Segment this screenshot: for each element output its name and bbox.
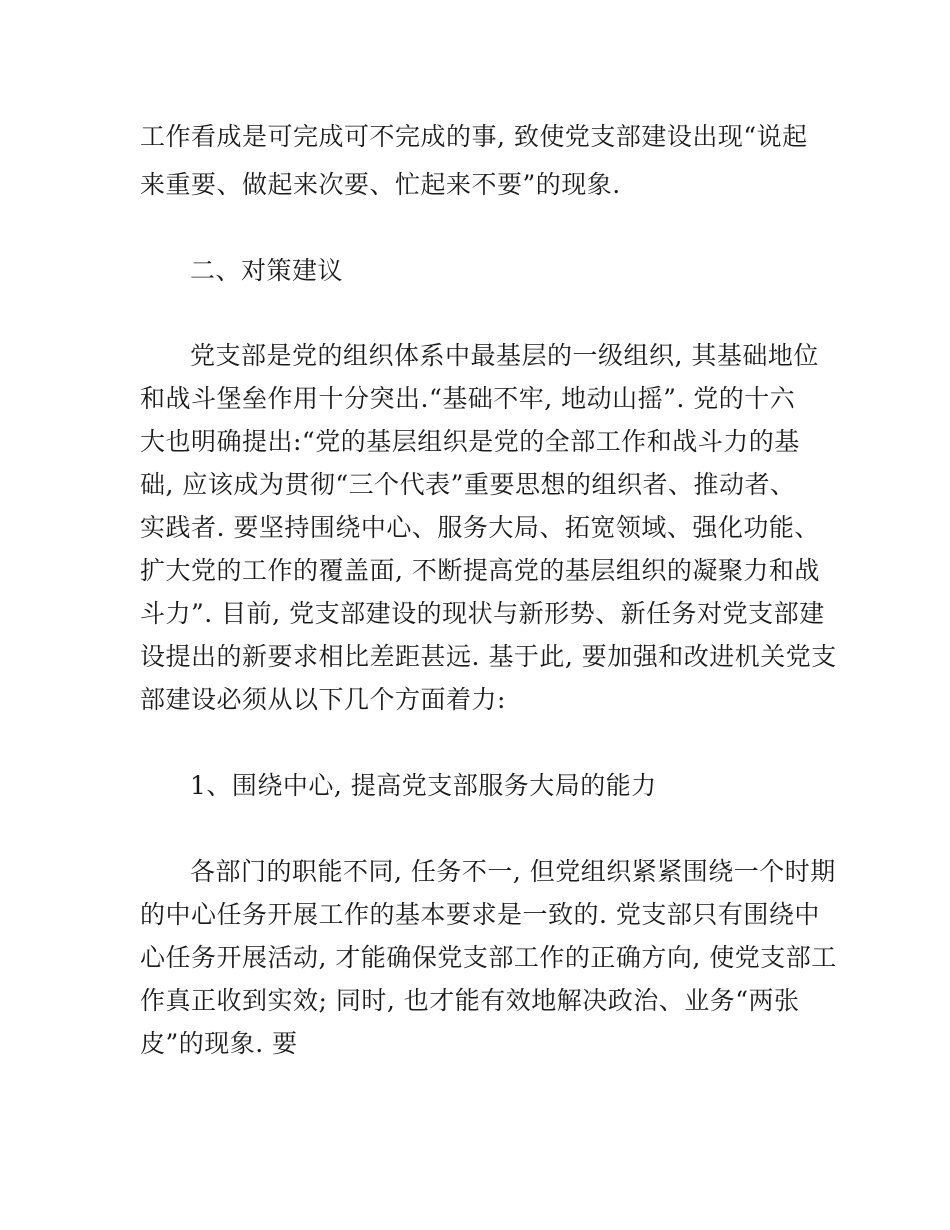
paragraph-line: 党支部是党的组织体系中最基层的一级组织, 其基础地位 <box>190 341 819 370</box>
paragraph-line: 实践者. 要坚持围绕中心、服务大局、拓宽领域、强化功能、 <box>140 513 820 542</box>
paragraph-line: 大也明确提出:“党的基层组织是党的全部工作和战斗力的基 <box>140 427 800 456</box>
paragraph-line: 部建设必须从以下几个方面着力: <box>140 685 506 714</box>
paragraph-line: 心任务开展活动, 才能确保党支部工作的正确方向, 使党支部工 <box>140 943 837 972</box>
paragraph-line: 设提出的新要求相比差距甚远. 基于此, 要加强和改进机关党支 <box>140 642 837 671</box>
paragraph-line: 工作看成是可完成可不完成的事, 致使党支部建设出现“说起 <box>140 122 808 151</box>
paragraph-line: 皮”的现象. 要 <box>140 1029 298 1058</box>
paragraph-line: 斗力”. 目前, 党支部建设的现状与新形势、新任务对党支部建 <box>140 599 825 628</box>
paragraph-line: 来重要、做起来次要、忙起来不要”的现象. <box>140 170 621 199</box>
section-heading: 二、对策建议 <box>190 256 344 285</box>
paragraph-line: 和战斗堡垒作用十分突出.“基础不牢, 地动山摇”. 党的十六 <box>140 384 796 413</box>
subsection-heading: 1、围绕中心, 提高党支部服务大局的能力 <box>190 771 657 800</box>
paragraph-line: 扩大党的工作的覆盖面, 不断提高党的基层组织的凝聚力和战 <box>140 556 820 585</box>
paragraph-line: 的中心任务开展工作的基本要求是一致的. 党支部只有围绕中 <box>140 900 820 929</box>
paragraph-line: 作真正收到实效; 同时, 也才能有效地解决政治、业务“两张 <box>140 986 800 1015</box>
paragraph-line: 各部门的职能不同, 任务不一, 但党组织紧紧围绕一个时期 <box>190 857 836 886</box>
paragraph-line: 础, 应该成为贯彻“三个代表”重要思想的组织者、推动者、 <box>140 470 796 499</box>
